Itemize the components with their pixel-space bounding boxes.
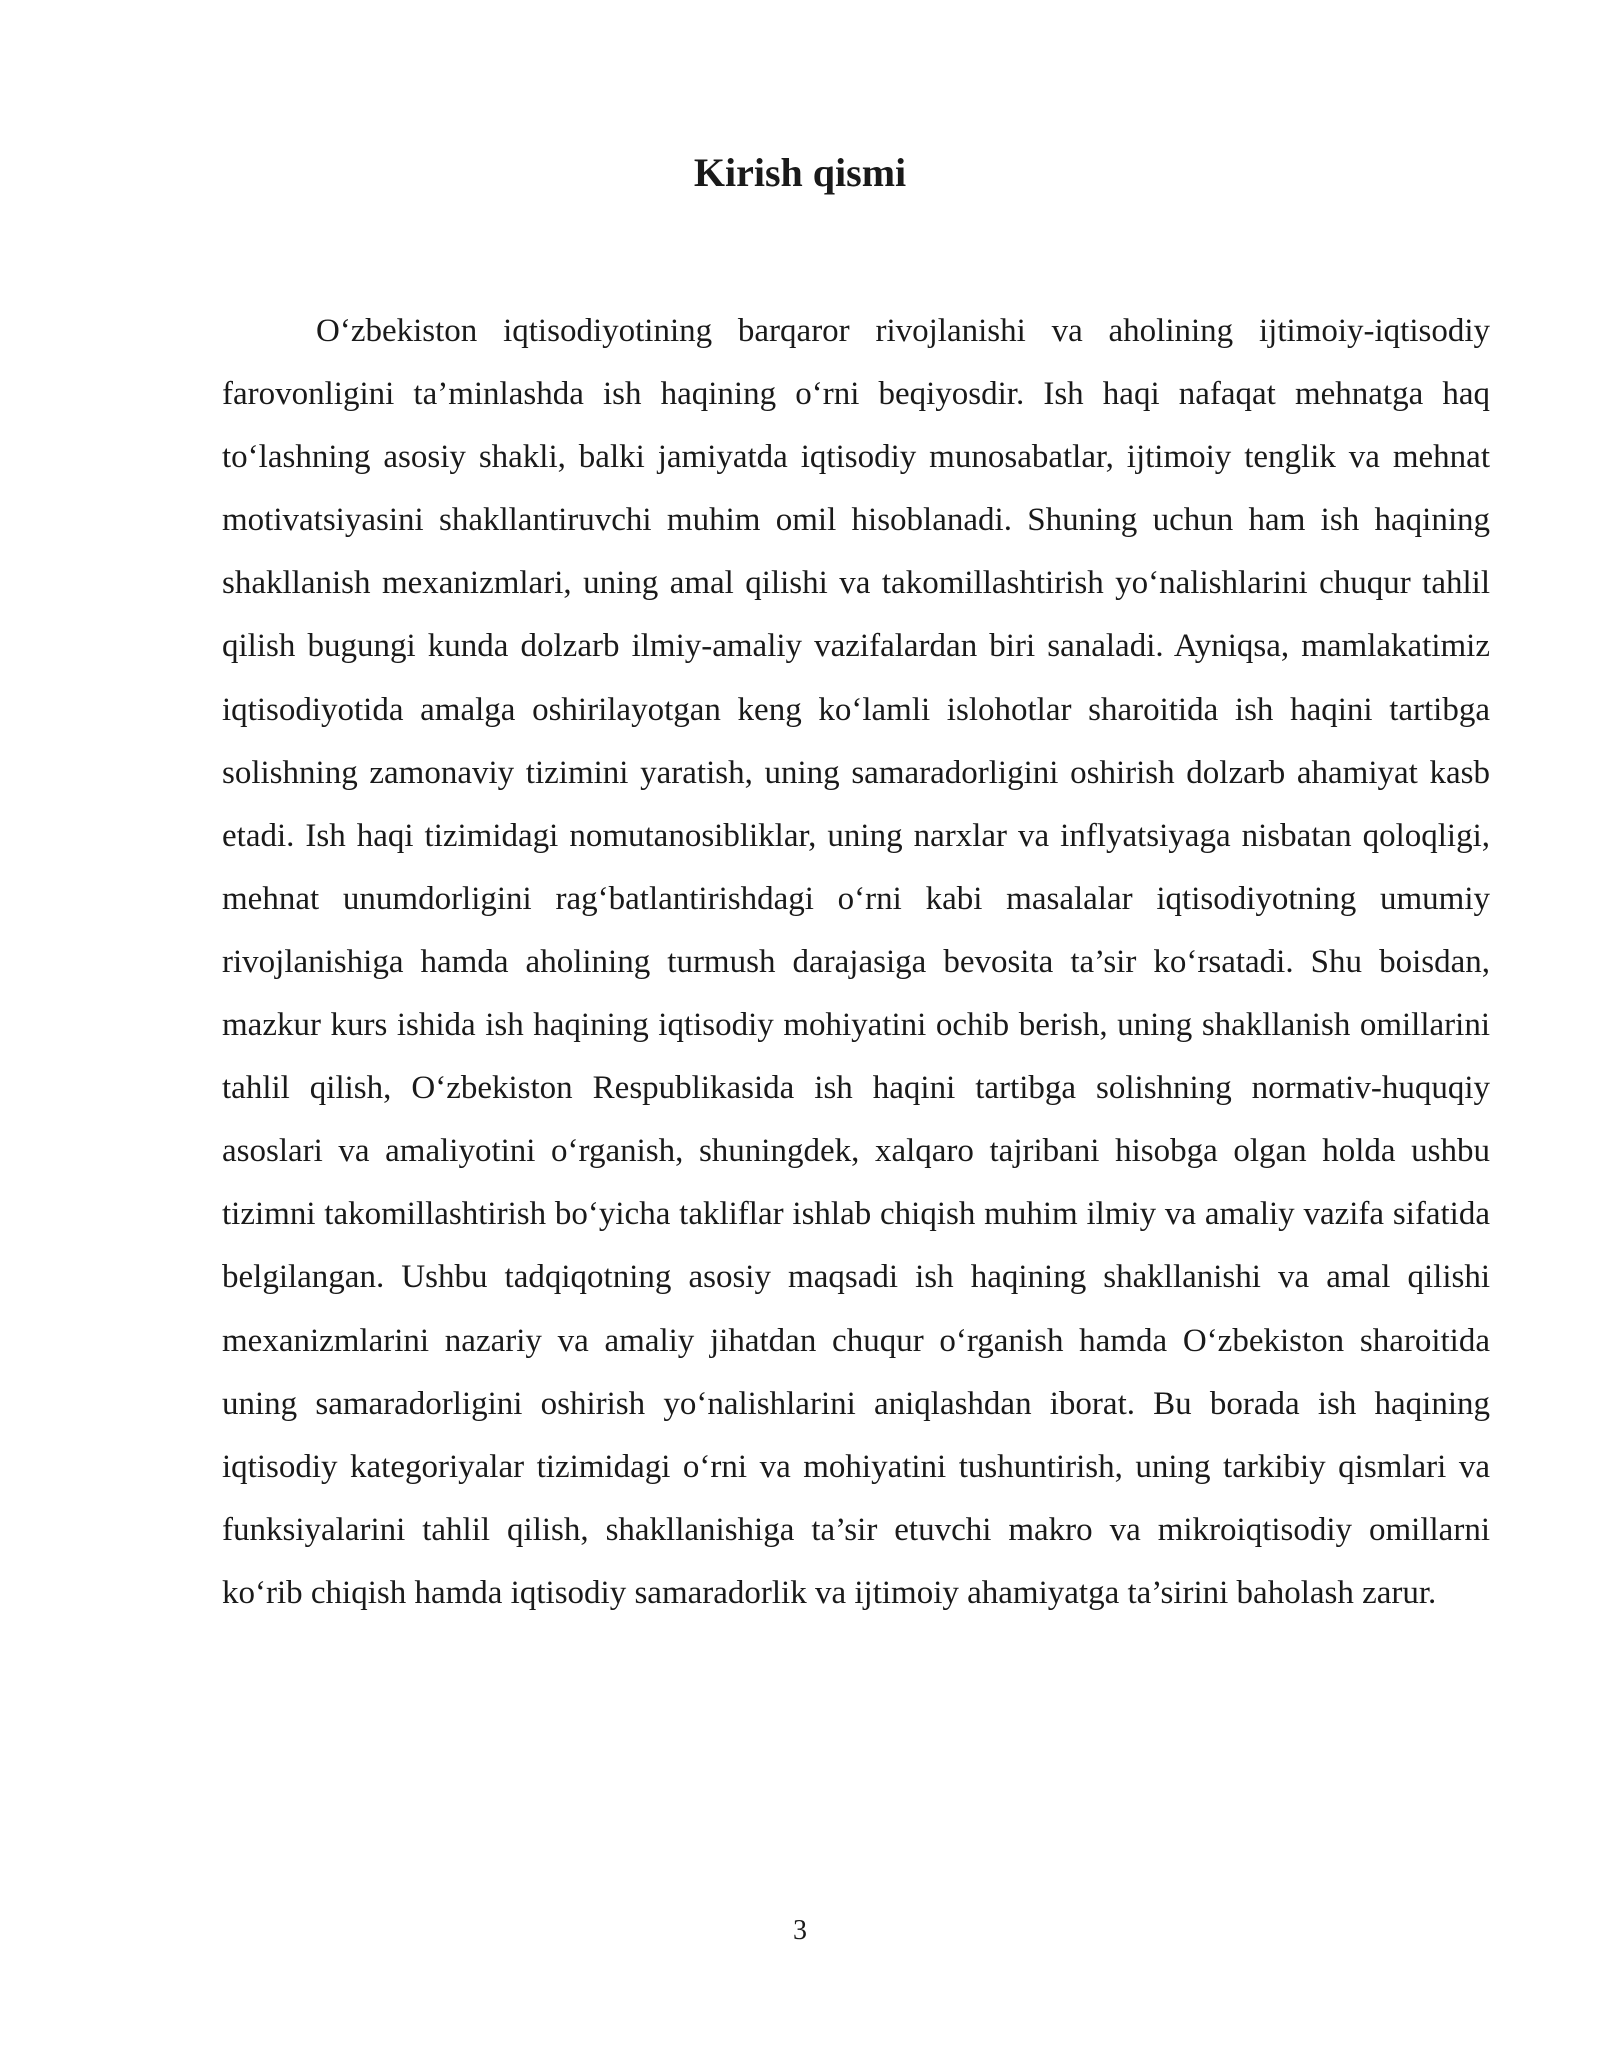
body-paragraph: O‘zbekiston iqtisodiyotining barqaror rivojlanishi va aholining ijtimoiy-iqtisodiy farovonligini ta’minlashda ish haqining o‘rni beqiyosdir. Ish haqi nafaqat mehnatga haq to‘lashning asosiy shakli, balki jamiyatda iqtisodiy munosabatlar, ijtimoiy tenglik va mehnat motivatsiyasini shakllantiruvchi muhim omil hisoblanadi. Shuning uchun ham ish haqining shakllanish mexanizmlari, uning amal qilishi va takomillashtirish yo‘nalishlarini chuqur tahlil qilish bugungi kunda dolzarb ilmiy-amaliy vazifalardan biri sanaladi. Ayniqsa, mamlakatimiz iqtisodiyotida amalga oshirilayotgan keng ko‘lamli islohotlar sharoitida ish haqini tartibga solishning zamonaviy tizimini yaratish, uning samaradorligini oshirish dolzarb ahamiyat kasb etadi. Ish haqi tizimidagi nomutanosibliklar, uning narxlar va inflyatsiyaga nisbatan qoloqligi, mehnat unumdorligini rag‘batlantirishdagi o‘rni kabi masalalar iqtisodiyotning umumiy rivojlanishiga hamda aholining turmush darajasiga bevosita ta’sir ko‘rsatadi. Shu boisdan, mazkur kurs ishida ish haqining iqtisodiy mohiyatini ochib berish, uning shakllanish omillarini tahlil qilish, O‘zbekiston Respublikasida ish haqini tartibga solishning normativ-huquqiy asoslari va amaliyotini o‘rganish, shuningdek, xalqaro tajribani hisobga olgan holda ushbu tizimni takomillashtirish bo‘yicha takliflar ishlab chiqish muhim ilmiy va amaliy vazifa sifatida belgilangan. Ushbu tadqiqotning asosiy maqsadi ish haqining shakllanishi va amal qilishi mexanizmlarini nazariy va amaliy jihatdan chuqur o‘rganish hamda O‘zbekiston sharoitida uning samaradorligini oshirish yo‘nalishlarini aniqlashdan iborat. Bu borada ish haqining iqtisodiy kategoriyalar tizimidagi o‘rni va mohiyatini tushuntirish, uning tarkibiy qismlari va funksiyalarini tahlil qilish, shakllanishiga ta’sir etuvchi makro va mikroiqtisodiy omillarni ko‘rib chiqish hamda iqtisodiy samaradorlik va ijtimoiy ahamiyatga ta’sirini baholash zarur. [222,313,1490,1611]
page-number: 3 [793,1915,807,1946]
section-heading: Kirish qismi [693,150,907,195]
